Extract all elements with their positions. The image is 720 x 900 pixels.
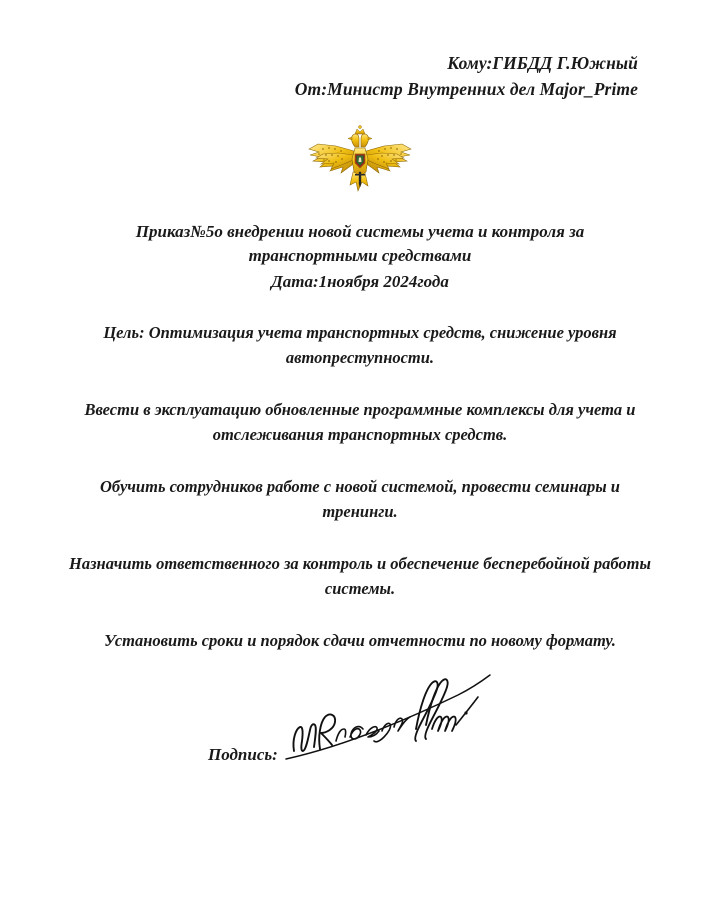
body-paragraph-deploy-software: Ввести в эксплуатацию обновленные программные комплексы для учета и отслеживания транспортных средств. [84, 400, 636, 444]
body-paragraph-goal: Цель: Оптимизация учета транспортных средств, снижение уровня автопреступности. [103, 323, 617, 367]
document-body [40, 320, 680, 653]
body-paragraph-reporting-deadlines: Установить сроки и порядок сдачи отчетности по новому формату. [104, 631, 616, 650]
addressee-line: Кому:ГИБДД Г.Южный [447, 53, 638, 73]
sender-line: От:Министр Внутренних дел Major_Prime [294, 79, 638, 99]
body-paragraph-assign-responsible: Назначить ответственного за контроль и обеспечение бесперебойной работы системы. [69, 554, 651, 598]
emblem-container [40, 124, 680, 196]
signature-block [40, 667, 680, 787]
order-title-line-1: Приказ№5о внедрении новой системы учета и контроля за [135, 222, 585, 241]
mvd-eagle-emblem-icon [306, 124, 414, 196]
title-block [40, 220, 680, 294]
order-date-line: Дата:1ноября 2024года [271, 272, 449, 291]
signature-label: Подпись: [208, 745, 278, 764]
order-title-line-2: транспортными средствами [248, 246, 472, 265]
document-header [40, 0, 680, 102]
handwritten-signature-icon [280, 667, 510, 772]
body-paragraph-staff-training: Обучить сотрудников работе с новой системой, провести семинары и тренинги. [100, 477, 620, 521]
